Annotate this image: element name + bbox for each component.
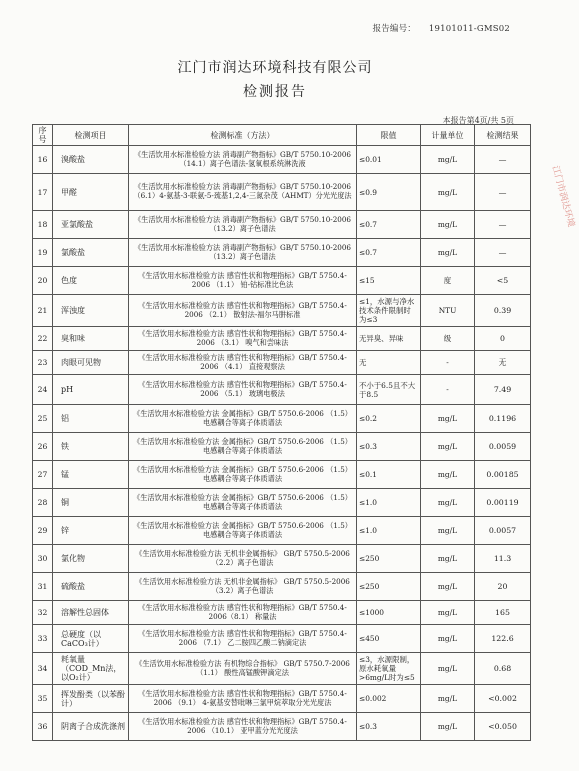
cell-result: 122.6 [475,625,531,653]
cell-no: 32 [33,601,53,625]
cell-limit: ≤0.002 [357,685,421,713]
table-row [33,351,531,375]
cell-result: 0.1196 [475,405,531,433]
cell-item: 氯酸盐 [53,239,129,267]
red-seal: 江门市润达环境 [549,164,576,229]
table-row [33,545,531,573]
cell-no: 34 [33,653,53,685]
cell-limit: ≤250 [357,573,421,601]
cell-std: 《生活饮用水标准检验方法 无机非金属指标》 GB/T 5750.5-2006（3.2）离子色谱法 [129,573,357,601]
cell-std: 《生活饮用水标准检验方法 感官性状和物理指标》GB/T 5750.4-2006 （3.1） 嗅气和尝味法 [129,327,357,351]
cell-item: 亚氯酸盐 [53,211,129,239]
report-number [373,22,511,34]
cell-unit: 级 [421,327,475,351]
table-row [33,327,531,351]
cell-result: — [475,174,531,211]
cell-std: 《生活饮用水标准检验方法 金属指标》GB/T 5750.6-2006 （1.5） 电感耦合等离子体质谱法 [129,489,357,517]
cell-no: 21 [33,295,53,327]
cell-std: 《生活饮用水标准检验方法 消毒副产物指标》GB/T 5750.10-2006（13.2）离子色谱法 [129,211,357,239]
cell-std: 《生活饮用水标准检验方法 消毒副产物指标》GB/T 5750.10-2006（14.1）离子色谱法-氢氧根系统淋洗液 [129,146,357,174]
cell-no: 30 [33,545,53,573]
table-row [33,211,531,239]
cell-no: 33 [33,625,53,653]
cell-unit: mg/L [421,685,475,713]
cell-limit: ≤450 [357,625,421,653]
cell-no: 20 [33,267,53,295]
cell-limit: ≤0.3 [357,713,421,741]
cell-limit: ≤0.7 [357,211,421,239]
cell-item: 锰 [53,461,129,489]
table-header-row [33,125,531,146]
cell-item: 溶解性总固体 [53,601,129,625]
cell-limit: ≤250 [357,545,421,573]
cell-limit: ≤0.2 [357,405,421,433]
cell-unit: mg/L [421,211,475,239]
cell-std: 《生活饮用水标准检验方法 感官性状和物理指标》GB/T 5750.4-2006 （10.1） 亚甲蓝分光光度法 [129,713,357,741]
table-row [33,295,531,327]
table-row [33,375,531,405]
cell-result: 0 [475,327,531,351]
cell-no: 31 [33,573,53,601]
cell-item: 臭和味 [53,327,129,351]
cell-no: 24 [33,375,53,405]
cell-result: 20 [475,573,531,601]
cell-std: 《生活饮用水标准检验方法 有机物综合指标》 GB/T 5750.7-2006（1.1） 酸性高锰酸钾滴定法 [129,653,357,685]
table-row [33,489,531,517]
report-title: 检测报告 [243,84,307,100]
cell-item: 铝 [53,405,129,433]
cell-unit: 度 [421,267,475,295]
col-header-item: 检测项目 [53,125,129,146]
cell-no: 36 [33,713,53,741]
table-row [33,239,531,267]
cell-result: 0.39 [475,295,531,327]
cell-unit: mg/L [421,461,475,489]
cell-result: 0.0059 [475,433,531,461]
col-header-unit: 计量单位 [421,125,475,146]
cell-no: 19 [33,239,53,267]
cell-result: 0.0057 [475,517,531,545]
cell-limit: ≤0.1 [357,461,421,489]
table-row [33,517,531,545]
cell-result: — [475,146,531,174]
cell-item: 肉眼可见物 [53,351,129,375]
col-header-limit: 限值 [357,125,421,146]
cell-limit: ≤0.9 [357,174,421,211]
cell-limit: 无异臭、异味 [357,327,421,351]
cell-item: 锌 [53,517,129,545]
cell-limit: 不小于6.5且不大于8.5 [357,375,421,405]
cell-std: 《生活饮用水标准检验方法 感官性状和物理指标》GB/T 5750.4-2006 （4.1） 直接观察法 [129,351,357,375]
page-info: 本报告第4页/共 5页 [442,116,514,125]
col-header-standard: 检测标准（方法） [129,125,357,146]
cell-item: 硫酸盐 [53,573,129,601]
cell-unit: mg/L [421,174,475,211]
cell-std: 《生活饮用水标准检验方法 感官性状和物理指标》GB/T 5750.4-2006 （5.1） 玻璃电极法 [129,375,357,405]
cell-no: 18 [33,211,53,239]
table-row [33,433,531,461]
table-row [33,267,531,295]
cell-unit: mg/L [421,713,475,741]
report-number-value: 19101011-GMS02 [428,24,510,34]
cell-unit: mg/L [421,601,475,625]
cell-unit: mg/L [421,625,475,653]
report-number-label: 报告编号： [372,24,417,34]
cell-no: 23 [33,351,53,375]
cell-std: 《生活饮用水标准检验方法 感官性状和物理指标》GB/T 5750.4-2006 （7.1） 乙二胺四乙酸二钠滴定法 [129,625,357,653]
cell-item: 甲醛 [53,174,129,211]
cell-item: 溴酸盐 [53,146,129,174]
cell-no: 26 [33,433,53,461]
cell-std: 《生活饮用水标准检验方法 金属指标》GB/T 5750.6-2006 （1.5） 电感耦合等离子体质谱法 [129,433,357,461]
cell-result: — [475,211,531,239]
table-row [33,573,531,601]
cell-result: 11.3 [475,545,531,573]
cell-result: — [475,239,531,267]
cell-no: 28 [33,489,53,517]
table-row [33,405,531,433]
cell-limit: ≤1，水源与净水技术条件限制时为≤3 [357,295,421,327]
cell-result: 0.00185 [475,461,531,489]
table-body [33,146,531,741]
cell-unit: mg/L [421,545,475,573]
cell-std: 《生活饮用水标准检验方法 感官性状和物理指标》GB/T 5750.4-2006 （1.1） 铂-钴标准比色法 [129,267,357,295]
cell-limit: ≤1.0 [357,489,421,517]
cell-limit: ≤15 [357,267,421,295]
cell-unit: mg/L [421,433,475,461]
cell-limit: ≤1000 [357,601,421,625]
cell-unit: mg/L [421,405,475,433]
cell-unit: mg/L [421,239,475,267]
company-name: 江门市润达环境科技有限公司 [177,60,373,76]
cell-unit: mg/L [421,517,475,545]
cell-result: 165 [475,601,531,625]
cell-limit: ≤0.01 [357,146,421,174]
cell-std: 《生活饮用水标准检验方法 无机非金属指标》 GB/T 5750.5-2006（2.2）离子色谱法 [129,545,357,573]
cell-unit: - [421,375,475,405]
table-row [33,653,531,685]
cell-no: 29 [33,517,53,545]
cell-result: 7.49 [475,375,531,405]
cell-result: 无 [475,351,531,375]
cell-no: 27 [33,461,53,489]
table-row [33,625,531,653]
cell-result: <5 [475,267,531,295]
cell-limit: ≤0.7 [357,239,421,267]
cell-limit: ≤3，水源限制，原水耗氧量>6mg/L时为≤5 [357,653,421,685]
cell-unit: mg/L [421,573,475,601]
cell-std: 《生活饮用水标准检验方法 感官性状和物理指标》GB/T 5750.4-2006（8.1） 称量法 [129,601,357,625]
cell-item: 色度 [53,267,129,295]
cell-unit: - [421,351,475,375]
cell-unit: NTU [421,295,475,327]
cell-item: 总硬度（以CaCO₃计） [53,625,129,653]
cell-no: 22 [33,327,53,351]
cell-item: 浑浊度 [53,295,129,327]
cell-limit: 无 [357,351,421,375]
cell-item: pH [53,375,129,405]
cell-std: 《生活饮用水标准检验方法 感官性状和物理指标》GB/T 5750.4-2006 （2.1） 散射法-福尔马肼标准 [129,295,357,327]
cell-no: 25 [33,405,53,433]
cell-std: 《生活饮用水标准检验方法 金属指标》GB/T 5750.6-2006 （1.5） 电感耦合等离子体质谱法 [129,405,357,433]
cell-limit: ≤0.3 [357,433,421,461]
cell-unit: mg/L [421,489,475,517]
cell-result: <0.050 [475,713,531,741]
table-row [33,146,531,174]
cell-std: 《生活饮用水标准检验方法 消毒副产物指标》GB/T 5750.10-2006（6.1）4-氨基-3-联氨-5-巯基1,2,4-三氮杂茂（AHMT）分光光度法 [129,174,357,211]
cell-item: 氯化物 [53,545,129,573]
cell-std: 《生活饮用水标准检验方法 金属指标》GB/T 5750.6-2006 （1.5） 电感耦合等离子体质谱法 [129,517,357,545]
table-row [33,174,531,211]
cell-no: 16 [33,146,53,174]
cell-result: <0.002 [475,685,531,713]
cell-item: 挥发酚类（以苯酚计） [53,685,129,713]
cell-std: 《生活饮用水标准检验方法 金属指标》GB/T 5750.6-2006 （1.5） 电感耦合等离子体质谱法 [129,461,357,489]
cell-std: 《生活饮用水标准检验方法 感官性状和物理指标》GB/T 5750.4-2006 （9.1） 4-氨基安替吡啉三氯甲烷萃取分光光度法 [129,685,357,713]
cell-item: 耗氧量（COD_Mn法，以O₂计） [53,653,129,685]
col-header-no: 序号 [33,125,53,146]
cell-item: 铁 [53,433,129,461]
table-row [33,713,531,741]
cell-unit: mg/L [421,653,475,685]
cell-no: 35 [33,685,53,713]
cell-item: 阴离子合成洗涤剂 [53,713,129,741]
table-row [33,461,531,489]
cell-std: 《生活饮用水标准检验方法 消毒副产物指标》GB/T 5750.10-2006（13.2）离子色谱法 [129,239,357,267]
table-row [33,685,531,713]
table-row [33,601,531,625]
cell-unit: mg/L [421,146,475,174]
cell-no: 17 [33,174,53,211]
results-table [32,124,531,741]
cell-limit: ≤1.0 [357,517,421,545]
cell-result: 0.68 [475,653,531,685]
cell-item: 铜 [53,489,129,517]
cell-result: 0.00119 [475,489,531,517]
col-header-result: 检测结果 [475,125,531,146]
